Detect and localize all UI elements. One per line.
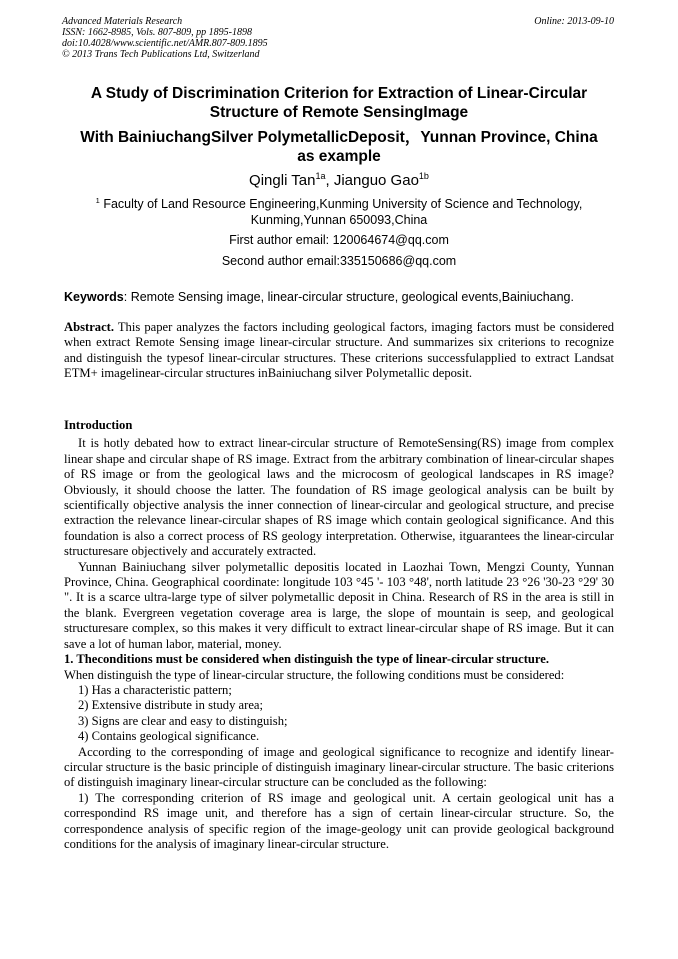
title-line-4: as example (297, 148, 381, 165)
affiliation-marker: 1 (95, 195, 100, 205)
paper-title (64, 84, 614, 122)
condition-item-1: 1) Has a characteristic pattern; (78, 682, 232, 697)
author-2-affil: 1b (418, 171, 429, 181)
affiliation-line-1: Faculty of Land Resource Engineering,Kunming University of Science and Technology, (103, 197, 583, 211)
keywords-text: : Remote Sensing image, linear-circular structure, geological events,Bainiuchang. (123, 290, 574, 304)
section-1-heading: 1. Theconditions must be considered when distinguish the type of linear-circular structure. (64, 652, 550, 667)
affiliation-line-2: Kunming,Yunnan 650093,China (250, 213, 428, 227)
title-line-2: Structure of Remote SensingImage (209, 104, 469, 121)
affiliation (64, 196, 614, 228)
keywords (64, 289, 616, 305)
condition-item-4: 4) Contains geological significance. (78, 729, 260, 744)
issn-line: ISSN: 1662-8985, Vols. 807-809, pp 1895-1898 (62, 27, 252, 38)
abstract (64, 320, 614, 382)
doi-line: doi:10.4028/www.scientific.net/AMR.807-809.1895 (62, 38, 268, 49)
abstract-label: Abstract. (64, 320, 115, 334)
section-1-paragraph: According to the corresponding of image and geological significance to recognize and identify linear-circular structure is the basic principle of distinguish imaginary linear-circular structure. The basic criterions of distinguish imaginary linear-circular structure can be concluded as the following: (64, 744, 614, 790)
author-1: Qingli Tan (249, 172, 316, 189)
title-line-3: With BainiuchangSilver PolymetallicDeposit，Yunnan Province, China (80, 129, 598, 146)
keywords-label: Keywords (64, 290, 124, 304)
author-separator: , (325, 172, 334, 189)
section-1-intro: When distinguish the type of linear-circular structure, the following conditions must be considered: (64, 667, 565, 682)
introduction-paragraph-2: Yunnan Bainiuchang silver polymetallic depositis located in Laozhai Town, Mengzi County, Yunnan Province, China. Geographical coordinate: longitude 103 °45 '- 103 °48', north latitude 23 °26 '30-23 °29' 30 ". It is a scarce ultra-large type of silver polymetallic deposit in China. Research of RS in the area is still in the blank. Evergreen vegetation coverage area is large, the slope of mountain is seep, and geological structuresare complex, so this makes it very difficult to extract linear-circular shape of RS image. But it can save a lot of human labor, material, money. (64, 559, 614, 651)
author-list (64, 172, 614, 190)
second-author-email: Second author email:335150686@qq.com (221, 254, 457, 268)
criterion-1-paragraph: 1) The corresponding criterion of RS image and geological unit. A certain geological unit has a correspondind RS image unit, and therefore has a sign of certain linear-circular structure. So, the correspondence analysis of specific region of the image-geology unit can provide geological background conditions for the analysis of imaginary linear-circular structure. (64, 790, 614, 851)
author-2: Jianguo Gao (333, 172, 419, 189)
introduction-paragraph-1: It is hotly debated how to extract linear-circular structure of RemoteSensing(RS) image from complex linear shape and circular shape of RS image. Extract from the arbitrary combination of linear-circular shapes of RS image or from the geological laws and the microcosm of geological landscapes in RS image? Obviously, it should choose the latter. The foundation of RS image geological analysis can be built by scientifically objective analysis the inner connection of linear-circular and geological structure, and precise extraction the relevance linear-circular shapes of RS image which contain geological significance. And this foundation is also a correct process of RS geology interpretation. Otherwise, itguarantees the linear-circular structuresare objectively and accurately extracted. (64, 436, 614, 559)
introduction-heading: Introduction (64, 418, 133, 432)
journal-header (62, 16, 268, 60)
author-1-affil: 1a (315, 171, 326, 181)
condition-item-3: 3) Signs are clear and easy to distinguish; (78, 713, 288, 728)
abstract-text: This paper analyzes the factors including geological factors, imaging factors must be considered when extract Remote Sensing image linear-circular structure. And summarizes six criterions to recognize and distinguish the typesof linear-circular structures. These criterions successfulapplied to extract Landsat ETM+ imagelinear-circular structures inBainiuchang silver Polymetallic deposit. (64, 320, 614, 381)
online-date: Online: 2013-09-10 (534, 16, 614, 27)
condition-item-2: 2) Extensive distribute in study area; (78, 698, 264, 713)
first-author-email: First author email: 120064674@qq.com (229, 233, 449, 247)
journal-name: Advanced Materials Research (62, 16, 183, 27)
main-body (64, 418, 614, 852)
paper-subtitle (64, 128, 614, 166)
copyright-line: © 2013 Trans Tech Publications Ltd, Switzerland (62, 49, 260, 60)
title-line-1: A Study of Discrimination Criterion for Extraction of Linear-Circular (90, 85, 588, 102)
